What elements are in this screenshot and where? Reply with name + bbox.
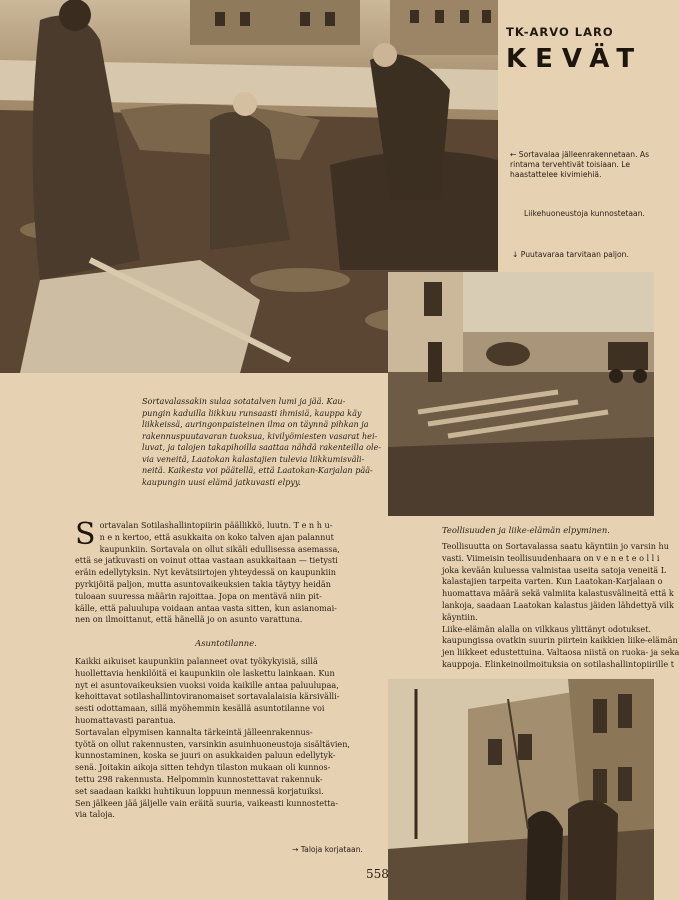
article-body-right: [442, 541, 679, 671]
body-line: kalastajien tarpeita varten. Kun Laatokan-Karjalaan o: [442, 576, 663, 587]
caption-line: Sortavalassakin sulaa sotatalven lumi ja jää. Kau-: [142, 396, 346, 406]
body-line: jen liikkeet edustettuina. Valtaosa niistä on ruoka- ja seka: [442, 647, 679, 658]
caption-line: via veneitä, Laatokan kalastajien tulevia liikkumisväli-: [142, 453, 365, 464]
body-line: Sen jälkeen jää jäljelle vain eräitä suuria, vaikeasti kunnostetta-: [75, 797, 339, 808]
body-line: lankoja, saadaan Laatokan kalastus jäiden lähdettyä vilk: [442, 599, 674, 610]
body-line: sesti odottamaan, sillä myöhemmin kesällä asuntotilanne voi: [75, 703, 325, 714]
body-line: tuloaan suuressa määrin rajoittaa. Jopa on mentävä niin pit-: [75, 590, 322, 601]
body-line: kaupunkiin. Sortavala on ollut sikäli edullisessa asemassa,: [99, 543, 340, 554]
body-line: joka kevään kuluessa valmistaa useita satoja veneitä L: [442, 564, 667, 575]
article-byline: TK-ARVO LARO: [506, 25, 614, 39]
body-line: senä. Joitakin aikoja sitten tehdyn tilaston mukaan oli kunnos-: [75, 762, 331, 773]
body-line: huomattavasti parantua.: [75, 714, 176, 725]
photo-lumber-yard: [388, 272, 654, 516]
body-line: pyrkijöitä paljon, mutta asuntovaikeuksien takia täytyy heidän: [75, 578, 331, 589]
body-line: käyntiin.: [442, 611, 478, 622]
article-headline: KEVÄT: [506, 44, 644, 74]
body-line: Liike-elämän alalla on vilkkaus ylittänyt odotukset.: [442, 623, 652, 634]
body-line: kunnostaminen, koska se juuri on asukkaiden paluun edellytyk-: [75, 750, 336, 761]
body-line: Kaikki aikuiset kaupunkiin palanneet ovat työkykyisiä, sillä: [75, 655, 318, 666]
article-body-left: [75, 517, 377, 821]
body-line: nen on ilmoittanut, että hänellä jo on asunto varattuna.: [75, 614, 303, 625]
body-line: ortavalan Sotilashallintopiirin päällikkö, luutn. T e n h u-: [99, 520, 333, 530]
caption-line: rintama tervehtivät toisiaan. Le: [510, 160, 631, 169]
photo-house-repair: [388, 679, 654, 900]
main-photo-caption: [142, 396, 382, 488]
caption-reconstruction: [510, 150, 649, 180]
body-line: huomattava määrä sekä valmiita kalastusvälineitä että k: [442, 588, 674, 599]
caption-line: kaupungin uusi elämä jatkuvasti elpyy.: [142, 476, 301, 487]
caption-line: rakennuspuutavaran tuoksua, kivilyömiesten vasarat hei-: [142, 430, 378, 441]
body-line: set saadaan kaikki huhtikuun loppuun mennessä korjatuiksi.: [75, 785, 324, 796]
body-line: työtä on ollut rakennusten, varsinkin asuinhuoneustoja sisältävien,: [75, 738, 350, 749]
caption-lumber: ↓ Puutavaraa tarvitaan paljon.: [512, 250, 629, 259]
body-line: n e n kertoo, että asukkaita on koko talven ajan palannut: [99, 531, 334, 542]
body-line: vasti. Viimeisin teollisuudenhaara on v e n e t e o l l i: [442, 552, 660, 563]
body-line: Teollisuutta on Sortavalassa saatu käyntiin jo varsin hu: [442, 541, 669, 551]
caption-line: liikkeissä, auringonpaisteinen ilma on täynnä pihkan ja: [142, 419, 369, 429]
body-line: tettu 298 rakennusta. Helpommin kunnostettavat rakennuk-: [75, 773, 323, 784]
caption-houses: → Taloja korjataan.: [292, 845, 363, 854]
caption-line: ← Sortavalaa jälleenrakennetaan. As: [510, 150, 650, 159]
body-line: kauppoja. Elinkeinoilmoituksia on sotilashallintopiirille t: [442, 658, 674, 669]
caption-line: neitä. Kaikesta voi päätellä, että Laatokan-Karjalan pää-: [142, 465, 373, 475]
body-line: eräin edellytyksin. Nyt kevätsiirtojen yhteydessä on kaupunkiin: [75, 567, 337, 578]
body-line: kaupungissa ovatkin suurin piirtein kaikkien liike-elämän: [442, 635, 678, 646]
body-line: via taloja.: [75, 809, 116, 820]
caption-industry: Teollisuuden ja liike-elämän elpyminen.: [442, 525, 610, 535]
body-line: kehoittavat sotilashallintoviranomaiset sortavalalaisia kärsivälli-: [75, 691, 340, 702]
caption-line: pungin kaduilla liikkuu runsaasti ihmisiä, kauppa käy: [142, 407, 362, 418]
body-line: huollettavia henkilöitä ei kaupunkiin ole laskettu lainkaan. Kun: [75, 667, 335, 678]
caption-line: haastattelee kivimiehiä.: [510, 170, 602, 179]
page-number: 558: [366, 867, 389, 881]
section-subhead: Asuntotilanne.: [195, 638, 257, 649]
drop-cap: S: [75, 517, 96, 552]
body-line: että se jatkuvasti on voinut ottaa vastaan asukkaitaan — tietysti: [75, 555, 338, 566]
body-line: Sortavalan elpymisen kannalta tärkeintä jälleenrakennus-: [75, 726, 313, 737]
caption-line: luvat, ja talojen takapihoilla saattaa nähdä rakenteilla ole-: [142, 442, 382, 452]
body-line: nyt ei asuntovaikeuksien vuoksi voida kaikille antaa paluulupaa,: [75, 679, 339, 690]
caption-shops: Liikehuoneustoja kunnostetaan.: [524, 209, 645, 218]
body-line: källe, että paluulupa voidaan antaa vasta sitten, kun asianomai-: [75, 602, 337, 613]
